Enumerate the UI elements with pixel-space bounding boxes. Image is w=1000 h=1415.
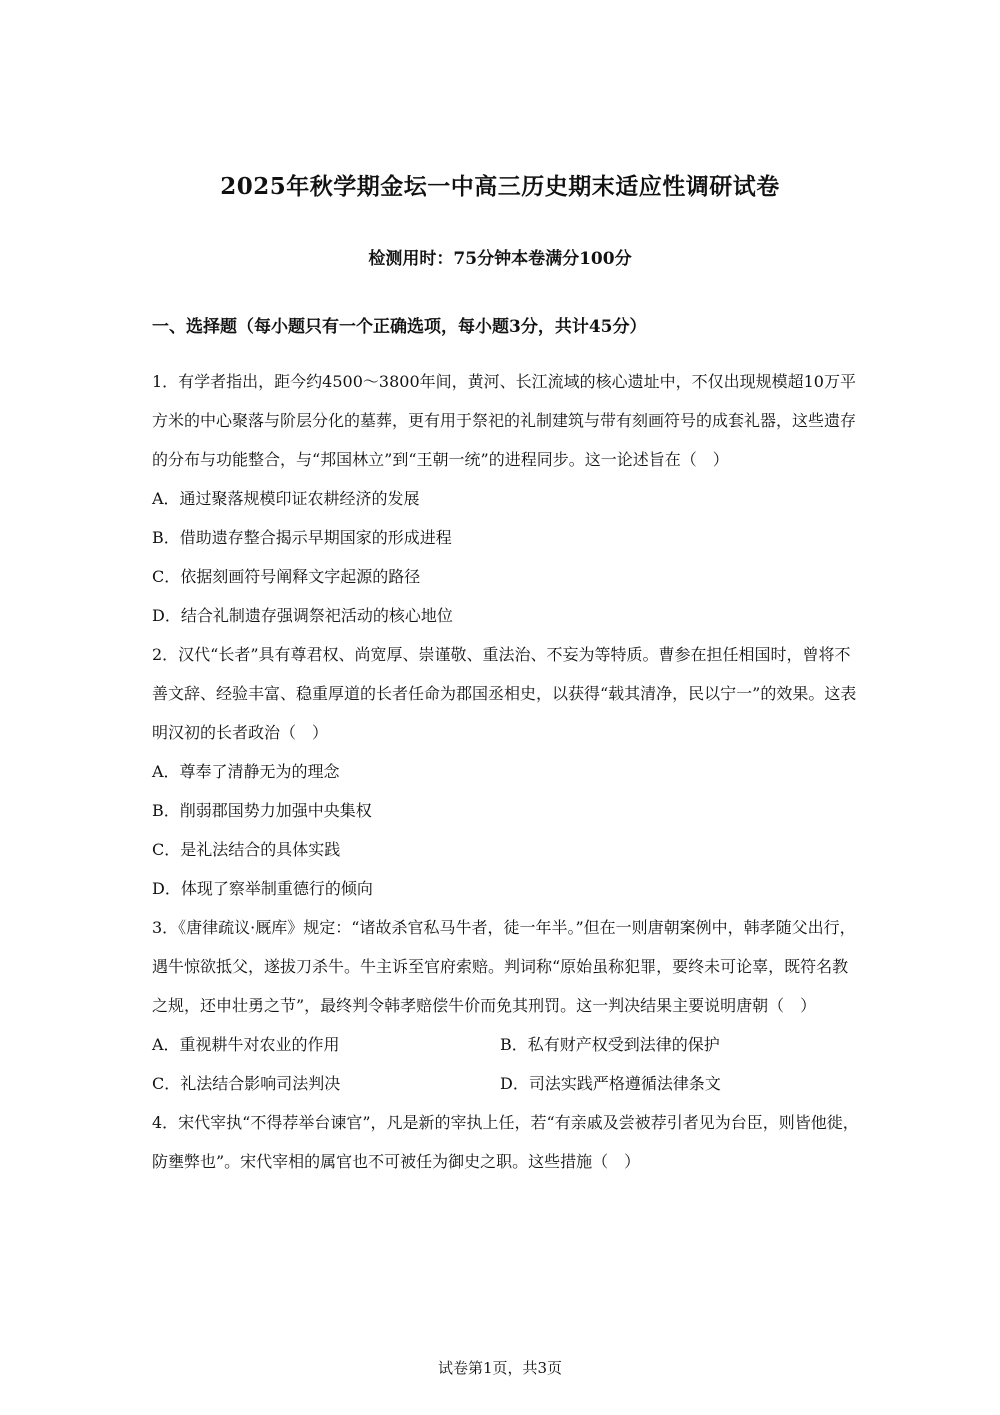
page-footer: 试卷第1页，共3页 <box>437 1359 563 1377</box>
option-c: C．礼法结合影响司法判决 <box>152 1074 341 1093</box>
option-row <box>152 1025 862 1064</box>
option-a: A．尊奉了清静无为的理念 <box>152 762 340 781</box>
option-d: D．体现了察举制重德行的倾向 <box>152 879 373 898</box>
questions-content <box>152 362 862 1181</box>
exam-subtitle: 检测用时：75分钟本卷满分100分 <box>368 249 632 269</box>
question-stem: 4．宋代宰执“不得荐举台谏官”，凡是新的宰执上任，若“有亲戚及尝被荐引者见为台臣，则皆他徙，防壅弊也”。宋代宰相的属官也不可被任为御史之职。这些措施（ ） <box>152 1113 859 1171</box>
option-a: A．重视耕牛对农业的作用 <box>152 1035 340 1054</box>
option-b: B．削弱郡国势力加强中央集权 <box>152 801 372 820</box>
option-a: A．通过聚落规模印证农耕经济的发展 <box>152 489 420 508</box>
option-c: C．是礼法结合的具体实践 <box>152 840 341 859</box>
option-d: D．司法实践严格遵循法律条文 <box>500 1074 721 1093</box>
question-3 <box>152 908 862 1103</box>
exam-title: 2025年秋学期金坛一中高三历史期末适应性调研试卷 <box>220 173 780 200</box>
question-2 <box>152 635 862 908</box>
option-b: B．私有财产权受到法律的保护 <box>500 1035 720 1054</box>
option-b: B．借助遗存整合揭示早期国家的形成进程 <box>152 528 452 547</box>
question-1 <box>152 362 862 635</box>
question-stem: 3．《唐律疏议·厩库》规定：“诸故杀官私马牛者，徒一年半。”但在一则唐朝案例中，韩孝随父出行，遇牛惊欲抵父，遂拔刀杀牛。牛主诉至官府索赔。判词称“原始虽称犯罪，要终未可论辜，既符名教之规，还申壮勇之节”，最终判令韩孝赔偿牛价而免其刑罚。这一判决结果主要说明唐朝（ ） <box>152 918 856 1015</box>
question-stem: 1．有学者指出，距今约4500～3800年间，黄河、长江流域的核心遗址中，不仅出现规模超10万平方米的中心聚落与阶层分化的墓葬，更有用于祭祀的礼制建筑与带有刻画符号的成套礼器，这些遗存的分布与功能整合，与“邦国林立”到“王朝一统”的进程同步。这一论述旨在（ ） <box>152 372 857 469</box>
section-heading: 一、选择题（每小题只有一个正确选项，每小题3分，共计45分） <box>152 317 647 337</box>
option-d: D．结合礼制遗存强调祭祀活动的核心地位 <box>152 606 453 625</box>
option-c: C．依据刻画符号阐释文字起源的路径 <box>152 567 421 586</box>
option-row <box>152 1064 862 1103</box>
question-4 <box>152 1103 862 1181</box>
question-stem: 2．汉代“长者”具有尊君权、尚宽厚、崇谨敬、重法治、不妄为等特质。曹参在担任相国时，曾将不善文辞、经验丰富、稳重厚道的长者任命为郡国丞相史，以获得“载其清净，民以宁一”的效果。这表明汉初的长者政治（ ） <box>152 645 857 742</box>
